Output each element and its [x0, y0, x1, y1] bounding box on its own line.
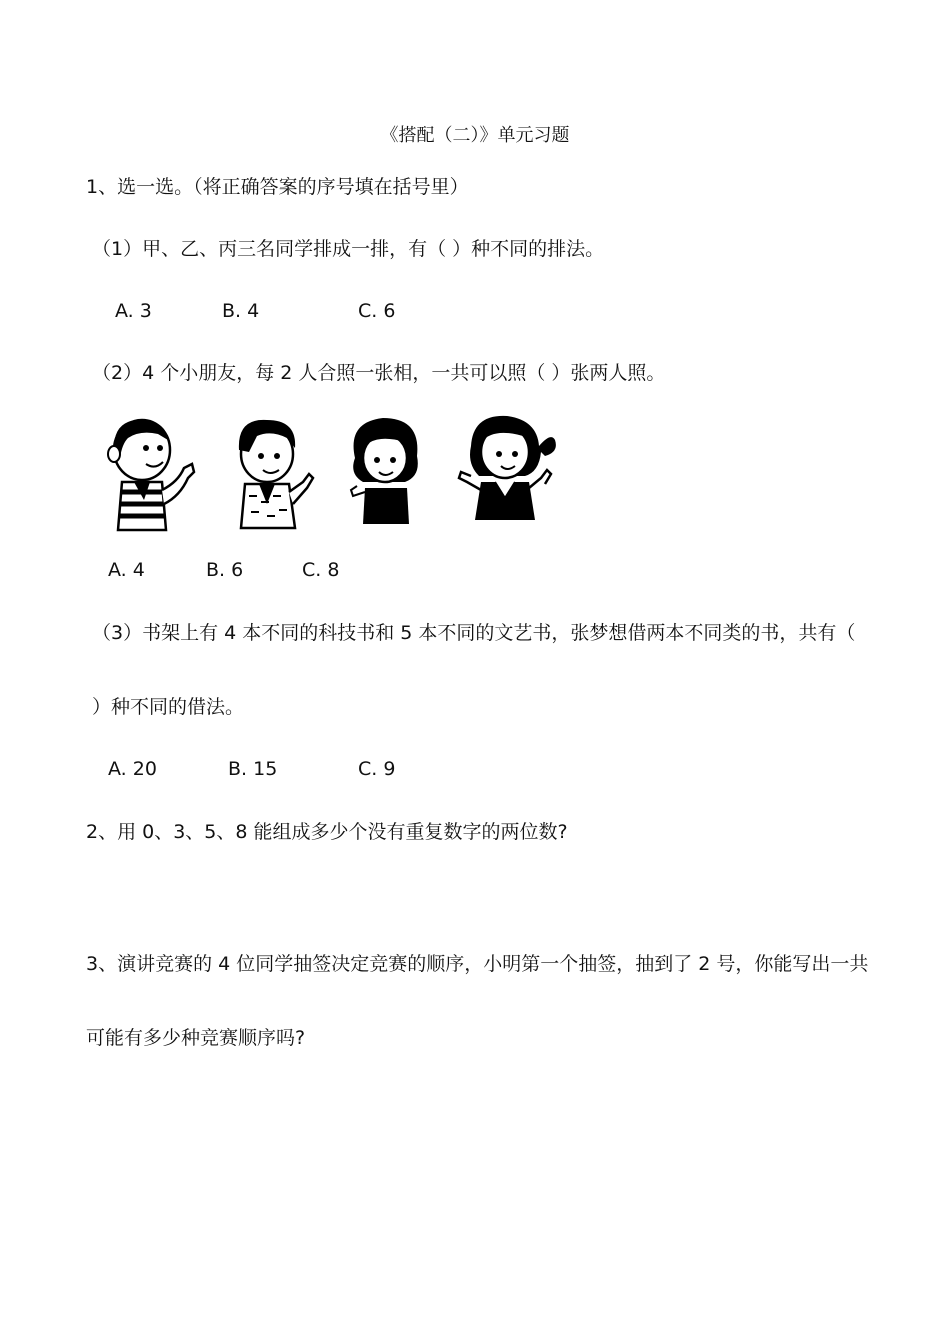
option-a: A. 3: [115, 300, 152, 322]
question-1-2-text: （2）4 个小朋友，每 2 人合照一张相，一共可以照（ ）张两人照。: [92, 362, 666, 384]
question-1-heading: 1、选一选。（将正确答案的序号填在括号里）: [86, 176, 469, 198]
question-2-text: 2、用 0、3、5、8 能组成多少个没有重复数字的两位数?: [86, 821, 568, 843]
girl-figure-1: [347, 412, 427, 534]
option-c: C. 9: [358, 758, 396, 780]
option-c: C. 6: [358, 300, 396, 322]
boy-figure-1: [100, 412, 200, 534]
boy-figure-2: [227, 412, 317, 534]
question-3-text-line2: 可能有多少种竞赛顺序吗?: [86, 1027, 306, 1049]
girl-figure-2: [455, 412, 560, 534]
option-b: B. 6: [206, 559, 244, 581]
page-title: 《搭配（二）》单元习题: [380, 125, 570, 146]
option-b: B. 15: [228, 758, 278, 780]
option-a: A. 4: [108, 559, 145, 581]
question-3-text-line1: 3、演讲竞赛的 4 位同学抽签决定竞赛的顺序，小明第一个抽签，抽到了 2 号，你能写出一共: [86, 953, 869, 975]
question-1-1-text: （1）甲、乙、丙三名同学排成一排，有（ ）种不同的排法。: [92, 238, 605, 260]
option-c: C. 8: [302, 559, 340, 581]
children-illustration: [95, 412, 565, 537]
option-a: A. 20: [108, 758, 157, 780]
question-1-3-text-line2: ）种不同的借法。: [92, 696, 245, 718]
option-b: B. 4: [222, 300, 260, 322]
question-1-3-text-line1: （3）书架上有 4 本不同的科技书和 5 本不同的文艺书，张梦想借两本不同类的书，共有（: [92, 622, 856, 644]
